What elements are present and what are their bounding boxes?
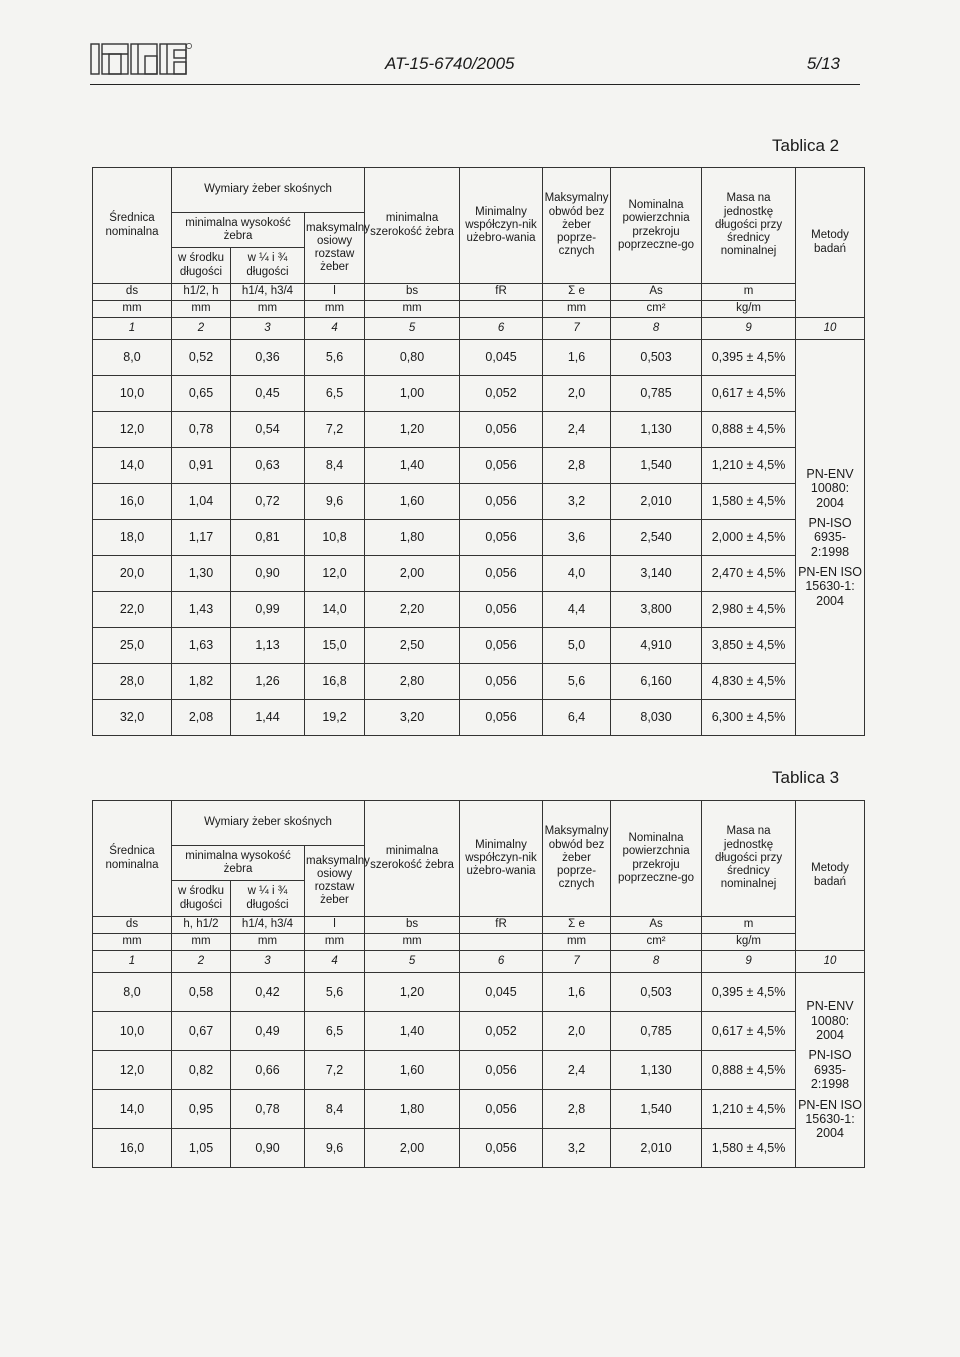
table-cell: 0,045 [460,973,543,1012]
table-cell: 1,6 [543,340,611,376]
table-cell: 2,08 [172,700,231,736]
table-cell: 1,210 ± 4,5% [702,1090,796,1129]
unit-as: cm² [611,301,702,318]
table-cell: 0,056 [460,556,543,592]
table-2 [92,167,865,736]
table-cell: 0,52 [172,340,231,376]
col-num: 8 [611,318,702,340]
table-cell: 1,40 [365,448,460,484]
table-cell: 0,503 [611,973,702,1012]
table-cell: 2,010 [611,1129,702,1168]
table-cell: 1,40 [365,1012,460,1051]
table-cell: 12,0 [93,412,172,448]
table-cell: 0,056 [460,412,543,448]
table-row [93,1090,865,1129]
col-num: 3 [231,951,305,973]
table-cell: 0,45 [231,376,305,412]
header-masa: Masa na jednostkę długości przy średnicy nominalnej [702,168,796,284]
table-cell: 8,030 [611,700,702,736]
table-cell: 16,0 [93,484,172,520]
table-row [93,520,865,556]
table-cell: 1,540 [611,448,702,484]
table-cell: 0,056 [460,1051,543,1090]
method-standard: PN-ENV 10080: 2004 [806,466,854,510]
table-row [93,973,865,1012]
col-num: 10 [796,951,865,973]
table-cell: 16,0 [93,1129,172,1168]
table-cell: 9,6 [305,1129,365,1168]
table-cell: 0,888 ± 4,5% [702,412,796,448]
table-cell: 0,395 ± 4,5% [702,973,796,1012]
methods-cell [796,340,865,736]
header-w-srodku: w środku długości [172,248,231,284]
table-cell: 1,80 [365,1090,460,1129]
method-standard: PN-EN ISO 15630-1: 2004 [798,565,862,608]
table-cell: 20,0 [93,556,172,592]
method-standard: PN-EN ISO 15630-1: 2004 [798,1097,862,1141]
table-cell: 1,26 [231,664,305,700]
table-cell: 0,785 [611,376,702,412]
table-cell: 3,2 [543,484,611,520]
symbol-h: h1/2, h [172,284,231,301]
table-cell: 2,010 [611,484,702,520]
table-cell: 1,540 [611,1090,702,1129]
table-cell: 14,0 [93,448,172,484]
table-cell: 2,8 [543,448,611,484]
table-cell: 0,617 ± 4,5% [702,376,796,412]
table-cell: 3,800 [611,592,702,628]
table-row [93,592,865,628]
table-cell: 1,60 [365,1051,460,1090]
table-row [93,412,865,448]
table-row [93,376,865,412]
table-cell: 5,6 [305,340,365,376]
table-cell: 22,0 [93,592,172,628]
header-powierzchnia: Nominalna powierzchnia przekroju poprzeczne-go [611,801,702,917]
header-rule [90,84,860,85]
symbol-h14: h1/4, h3/4 [231,917,305,934]
table-cell: 2,50 [365,628,460,664]
table-cell: 0,052 [460,1012,543,1051]
unit-as: cm² [611,934,702,951]
symbol-as: As [611,284,702,301]
header-masa: Masa na jednostkę długości przy średnicy nominalnej [702,801,796,917]
symbol-as: As [611,917,702,934]
table-cell: 0,056 [460,664,543,700]
table-cell: 1,130 [611,1051,702,1090]
table-cell: 6,300 ± 4,5% [702,700,796,736]
table-cell: 2,4 [543,1051,611,1090]
table-cell: 0,045 [460,340,543,376]
table-cell: 3,2 [543,1129,611,1168]
table-cell: 1,20 [365,412,460,448]
unit-fr [460,301,543,318]
table-cell: 5,0 [543,628,611,664]
table-cell: 1,82 [172,664,231,700]
table-cell: 0,49 [231,1012,305,1051]
table-cell: 0,056 [460,448,543,484]
symbol-bs: bs [365,284,460,301]
method-standard: PN-ENV 10080: 2004 [806,999,854,1043]
table-row [93,1129,865,1168]
col-num: 7 [543,951,611,973]
header-wymiary: Wymiary żeber skośnych [172,801,365,846]
document-id: AT-15-6740/2005 [385,54,515,73]
table-cell: 3,850 ± 4,5% [702,628,796,664]
table-cell: 1,80 [365,520,460,556]
table-cell: 0,99 [231,592,305,628]
symbol-h14: h1/4, h3/4 [231,284,305,301]
table-cell: 1,580 ± 4,5% [702,1129,796,1168]
table-cell: 1,20 [365,973,460,1012]
table-cell: 2,540 [611,520,702,556]
table-cell: 1,43 [172,592,231,628]
table-cell: 0,395 ± 4,5% [702,340,796,376]
symbol-l: l [305,917,365,934]
header-metody: Metody badań [796,801,865,951]
table-cell: 16,8 [305,664,365,700]
table-cell: 1,6 [543,973,611,1012]
table-cell: 0,617 ± 4,5% [702,1012,796,1051]
col-num: 10 [796,318,865,340]
table-cell: 32,0 [93,700,172,736]
header-powierzchnia: Nominalna powierzchnia przekroju poprzeczne-go [611,168,702,284]
table-cell: 14,0 [93,1090,172,1129]
header-wspolczynnik: Minimalny współczyn-nik użebro-wania [460,801,543,917]
table-cell: 1,30 [172,556,231,592]
table-cell: 1,63 [172,628,231,664]
table-cell: 9,6 [305,484,365,520]
table-cell: 0,888 ± 4,5% [702,1051,796,1090]
table-cell: 2,00 [365,1129,460,1168]
header-w-1-4: w ¼ i ¾ długości [231,881,305,917]
unit-ds: mm [93,934,172,951]
table-cell: 0,056 [460,520,543,556]
methods-cell [796,973,865,1168]
table-cell: 0,81 [231,520,305,556]
col-num: 4 [305,318,365,340]
table-row [93,1012,865,1051]
method-standard: PN-ISO 6935-2:1998 [808,515,852,559]
table-cell: 1,44 [231,700,305,736]
table-cell: 0,056 [460,592,543,628]
unit-ds: mm [93,301,172,318]
header-wspolczynnik: Minimalny współczyn-nik użebro-wania [460,168,543,284]
table-cell: 15,0 [305,628,365,664]
header-min-wysokosc: minimalna wysokość żebra [172,213,305,248]
table-cell: 1,580 ± 4,5% [702,484,796,520]
col-num: 3 [231,318,305,340]
table-cell: 10,0 [93,1012,172,1051]
table-cell: 8,4 [305,448,365,484]
table-cell: 1,60 [365,484,460,520]
table-cell: 10,8 [305,520,365,556]
symbol-h: h, h1/2 [172,917,231,934]
header-wymiary: Wymiary żeber skośnych [172,168,365,213]
header-min-wysokosc: minimalna wysokość żebra [172,846,305,881]
unit-e: mm [543,934,611,951]
table-cell: 0,056 [460,700,543,736]
table-cell: 1,130 [611,412,702,448]
table-cell: 1,210 ± 4,5% [702,448,796,484]
header-w-1-4: w ¼ i ¾ długości [231,248,305,284]
table-cell: 2,470 ± 4,5% [702,556,796,592]
table-2-body [93,340,865,736]
col-num: 5 [365,318,460,340]
table-cell: 3,6 [543,520,611,556]
table-cell: 6,160 [611,664,702,700]
symbol-m: m [702,917,796,934]
header-maks-rozstaw: maksymalny osiowy rozstaw żeber [305,846,365,917]
table-cell: 6,5 [305,1012,365,1051]
table-cell: 0,58 [172,973,231,1012]
unit-h14: mm [231,934,305,951]
table-cell: 1,00 [365,376,460,412]
table-cell: 2,000 ± 4,5% [702,520,796,556]
header-w-srodku: w środku długości [172,881,231,917]
table-cell: 0,78 [231,1090,305,1129]
table-cell: 10,0 [93,376,172,412]
col-num: 5 [365,951,460,973]
table-cell: 6,5 [305,376,365,412]
table-cell: 7,2 [305,412,365,448]
col-num: 6 [460,318,543,340]
table-cell: 0,056 [460,1129,543,1168]
header-min-szerokosc: minimalna szerokość żebra [365,168,460,284]
unit-bs: mm [365,934,460,951]
table-row [93,556,865,592]
table-cell: 28,0 [93,664,172,700]
symbol-e: Σ e [543,917,611,934]
table-cell: 5,6 [543,664,611,700]
col-num: 9 [702,951,796,973]
table-cell: 0,67 [172,1012,231,1051]
symbol-fr: fR [460,917,543,934]
symbol-l: l [305,284,365,301]
table-cell: 0,80 [365,340,460,376]
table-cell: 5,6 [305,973,365,1012]
symbol-ds: ds [93,917,172,934]
table-cell: 0,91 [172,448,231,484]
table-cell: 18,0 [93,520,172,556]
header-metody: Metody badań [796,168,865,318]
header-maks-rozstaw: maksymalny osiowy rozstaw żeber [305,213,365,284]
table-cell: 0,052 [460,376,543,412]
table-cell: 1,13 [231,628,305,664]
itb-logo-icon [90,42,192,76]
table-cell: 0,95 [172,1090,231,1129]
table-row [93,340,865,376]
page-number: 5/13 [806,54,840,73]
table-cell: 4,0 [543,556,611,592]
header-obwod: Maksymalny obwód bez żeber poprze-cznych [543,168,611,284]
symbol-bs: bs [365,917,460,934]
table-cell: 4,830 ± 4,5% [702,664,796,700]
table-cell: 2,80 [365,664,460,700]
table-cell: 8,0 [93,973,172,1012]
table-cell: 14,0 [305,592,365,628]
table-cell: 1,04 [172,484,231,520]
table-cell: 0,056 [460,628,543,664]
unit-h14: mm [231,301,305,318]
table-cell: 0,63 [231,448,305,484]
table-cell: 2,980 ± 4,5% [702,592,796,628]
table-cell: 0,90 [231,556,305,592]
table-cell: 4,910 [611,628,702,664]
symbol-fr: fR [460,284,543,301]
table-cell: 0,72 [231,484,305,520]
table-cell: 2,8 [543,1090,611,1129]
col-num: 9 [702,318,796,340]
table-cell: 1,05 [172,1129,231,1168]
table-cell: 0,90 [231,1129,305,1168]
unit-m: kg/m [702,934,796,951]
table-cell: 0,66 [231,1051,305,1090]
table-cell: 0,54 [231,412,305,448]
col-num: 1 [93,951,172,973]
unit-h: mm [172,301,231,318]
table-cell: 1,17 [172,520,231,556]
symbol-ds: ds [93,284,172,301]
table-cell: 0,65 [172,376,231,412]
table-cell: 3,20 [365,700,460,736]
table-cell: 2,0 [543,376,611,412]
col-num: 6 [460,951,543,973]
table-cell: 0,785 [611,1012,702,1051]
method-standard: PN-ISO 6935-2:1998 [808,1048,852,1092]
table-2-caption: Tablica 2 [772,136,840,155]
table-3 [92,800,865,1168]
table-cell: 2,0 [543,1012,611,1051]
symbol-e: Σ e [543,284,611,301]
table-row [93,700,865,736]
table-cell: 8,0 [93,340,172,376]
table-cell: 8,4 [305,1090,365,1129]
table-cell: 3,140 [611,556,702,592]
unit-fr [460,934,543,951]
table-cell: 0,36 [231,340,305,376]
header-min-szerokosc: minimalna szerokość żebra [365,801,460,917]
col-num: 7 [543,318,611,340]
table-cell: 12,0 [93,1051,172,1090]
header-srednica: Średnica nominalna [93,168,172,284]
table-cell: 0,42 [231,973,305,1012]
table-cell: 0,056 [460,484,543,520]
table-row [93,484,865,520]
table-cell: 7,2 [305,1051,365,1090]
unit-l: mm [305,301,365,318]
table-cell: 4,4 [543,592,611,628]
col-num: 4 [305,951,365,973]
unit-h: mm [172,934,231,951]
unit-l: mm [305,934,365,951]
table-cell: 25,0 [93,628,172,664]
table-row [93,628,865,664]
page-header [90,40,860,90]
table-3-caption: Tablica 3 [772,768,840,787]
table-cell: 12,0 [305,556,365,592]
table-cell: 2,00 [365,556,460,592]
unit-bs: mm [365,301,460,318]
header-srednica: Średnica nominalna [93,801,172,917]
table-cell: 0,82 [172,1051,231,1090]
table-cell: 0,056 [460,1090,543,1129]
table-cell: 0,78 [172,412,231,448]
col-num: 2 [172,951,231,973]
symbol-m: m [702,284,796,301]
col-num: 2 [172,318,231,340]
table-3-body [93,973,865,1168]
unit-m: kg/m [702,301,796,318]
table-cell: 0,503 [611,340,702,376]
unit-e: mm [543,301,611,318]
table-cell: 2,20 [365,592,460,628]
table-row [93,1051,865,1090]
col-num: 8 [611,951,702,973]
table-row [93,664,865,700]
table-cell: 19,2 [305,700,365,736]
table-row [93,448,865,484]
table-cell: 2,4 [543,412,611,448]
col-num: 1 [93,318,172,340]
header-obwod: Maksymalny obwód bez żeber poprze-cznych [543,801,611,917]
table-cell: 6,4 [543,700,611,736]
